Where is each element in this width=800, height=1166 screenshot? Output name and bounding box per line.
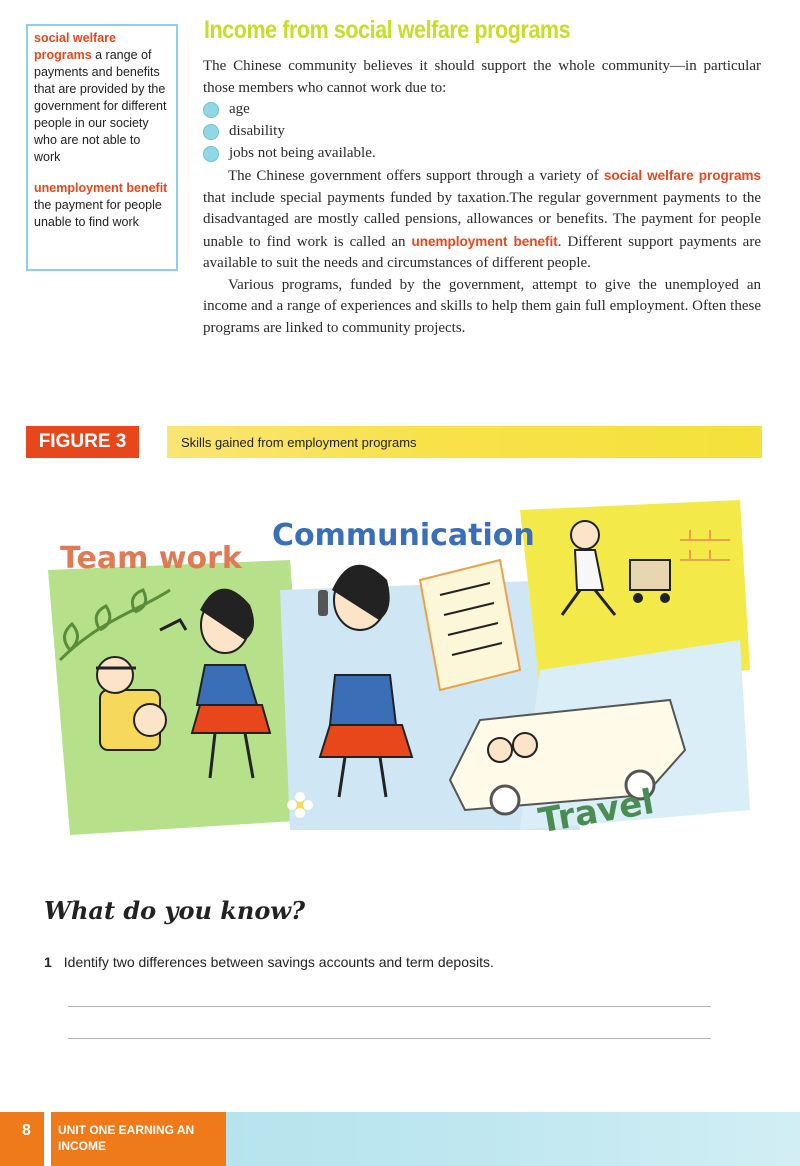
- figure-header: [26, 426, 762, 458]
- programs-paragraph: Various programs, funded by the government, attempt to give the unemployed an income and a range of experiences and skills to help them gain full employment. Often these programs are linked to community projects.: [203, 276, 761, 336]
- teamwork-label: Team work: [60, 541, 242, 576]
- figure-label: FIGURE 3: [26, 426, 139, 458]
- glossary-definition: a range of payments and benefits that are provided by the government for different people in our society who are not able to work: [34, 48, 167, 164]
- list-item: [203, 121, 761, 143]
- employment-skills-illustration: [40, 500, 760, 845]
- key-term: social welfare programs: [603, 168, 761, 183]
- list-item-text: jobs not being available.: [229, 145, 376, 162]
- paragraph-text: The Chinese government offers support through a variety of: [228, 168, 604, 184]
- footer-unit-band: [0, 1112, 226, 1166]
- list-item: [203, 99, 761, 121]
- paragraph-text: . Different support payments are available to suit the needs and circumstances of different people.: [203, 233, 761, 271]
- unit-title: UNIT ONE EARNING AN INCOME: [58, 1123, 195, 1153]
- footer-divider: [44, 1112, 51, 1166]
- paragraph-text: that include special payments funded by taxation.The regular government payments to the disadvantaged are mostly called pensions, allowances or benefits. The payment for people unable to find work is called an: [203, 189, 761, 250]
- section-title: Income from social welfare programs: [204, 16, 571, 44]
- government-support-paragraph: [203, 165, 761, 275]
- reasons-list: [203, 99, 761, 165]
- question-number: 1: [44, 954, 52, 970]
- travel-label: Travel: [535, 781, 657, 842]
- bullet-dot-icon: [203, 124, 219, 140]
- glossary-entry: [34, 180, 170, 231]
- page-number: 8: [22, 1122, 31, 1139]
- figure-divider: [139, 426, 167, 458]
- figure-caption: Skills gained from employment programs: [181, 434, 417, 450]
- communication-label: Communication: [272, 518, 535, 553]
- glossary-entry: [34, 30, 170, 166]
- list-item: [203, 143, 761, 165]
- glossary-term: unemployment benefit: [34, 181, 168, 195]
- bullet-dot-icon: [203, 146, 219, 162]
- green-background: [48, 560, 310, 835]
- glossary-definition: the payment for people unable to find work: [34, 198, 162, 229]
- question-1: [44, 954, 494, 970]
- question-text: Identify two differences between savings accounts and term deposits.: [63, 954, 494, 970]
- page-footer: [0, 1112, 800, 1166]
- section-body: [203, 56, 761, 339]
- answer-line[interactable]: [68, 1006, 711, 1007]
- glossary-box: [26, 24, 178, 271]
- list-item-text: disability: [229, 123, 285, 140]
- answer-line[interactable]: [68, 1038, 711, 1039]
- intro-paragraph: The Chinese community believes it should support the whole community—in particular those members who cannot work due to:: [203, 58, 761, 96]
- list-item-text: age: [229, 101, 250, 118]
- glossary-term: social welfare programs: [34, 31, 116, 62]
- what-do-you-know-heading: What do you know?: [44, 896, 306, 925]
- key-term: unemployment benefit: [411, 233, 558, 249]
- bullet-dot-icon: [203, 102, 219, 118]
